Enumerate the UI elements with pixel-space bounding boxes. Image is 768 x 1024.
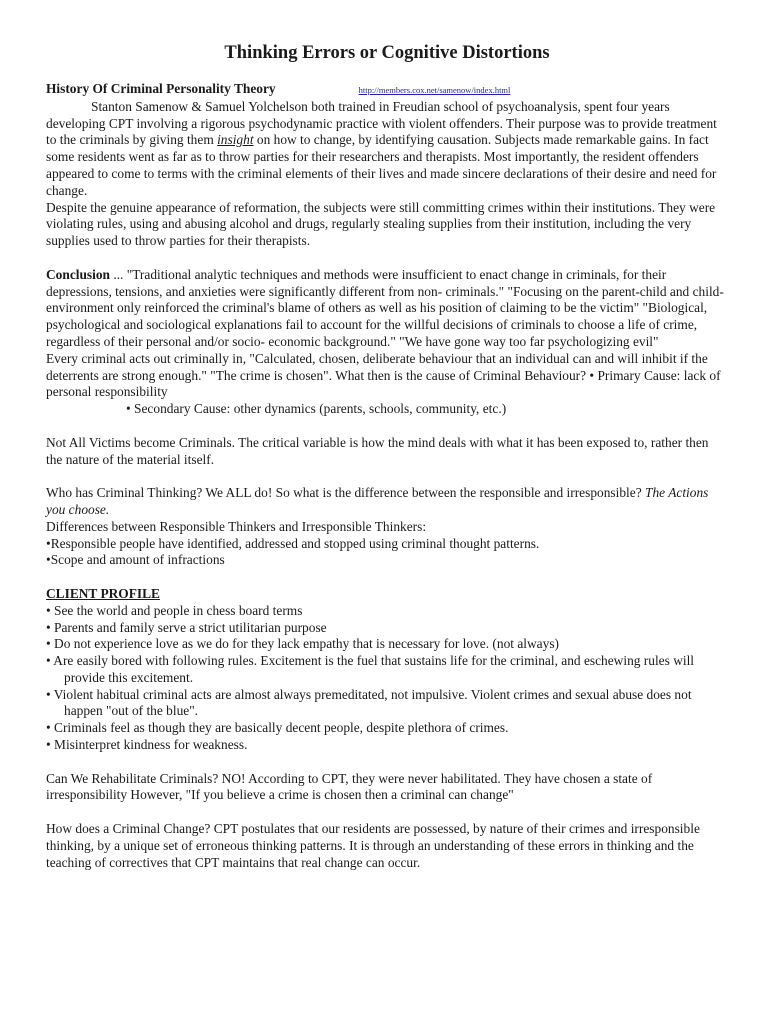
criminal-behaviour-paragraph: Every criminal acts out criminally in, "Calculated, chosen, deliberate behaviour that an individual can and will inhibit if the deterrents are strong enough." "The crime is chosen". What then is the cause of Criminal Behaviour? • Primary Cause: lack of personal responsibility [46, 350, 721, 400]
conclusion-paragraph [46, 267, 728, 351]
spacer [46, 569, 728, 586]
insight-emphasis: insight [217, 132, 254, 148]
history-text-after-insight: on how to change, by identifying causation. Subjects made remarkable gains. In fact some residents went as far as to throw parties for their researchers and therapists. Most importantly, the resident offenders appeared to come to terms with the criminal elements of their lives and made sincere declarations of their desire and need for change. [46, 132, 717, 198]
client-profile-item: • Are easily bored with following rules. Excitement is the fuel that sustains life for the criminal, and eschewing rules will provide this excitement. [46, 653, 695, 685]
victims-paragraph: Not All Victims become Criminals. The critical variable is how the mind deals with what it has been exposed to, rather then the nature of the material itself. [46, 434, 709, 467]
change-paragraph: How does a Criminal Change? CPT postulates that our residents are possessed, by nature of their crimes and irresponsible thinking, by a unique set of erroneous thinking patterns. It is through an understanding of these errors in thinking and the teaching of correctives that CPT maintains that real change can occur. [46, 821, 700, 870]
spacer [46, 250, 728, 267]
spacer [46, 468, 728, 485]
spacer [46, 754, 728, 771]
source-link[interactable]: http://members.cox.net/samenow/index.html [358, 85, 511, 95]
differences-bullet-2: •Scope and amount of infractions [46, 552, 225, 568]
client-profile-item: • See the world and people in chess board terms [46, 602, 303, 618]
spacer [46, 418, 728, 435]
client-profile-item: • Criminals feel as though they are basically decent people, despite plethora of crimes. [46, 720, 509, 736]
conclusion-label: Conclusion [46, 266, 110, 282]
history-paragraph-1 [46, 99, 728, 200]
secondary-cause: • Secondary Cause: other dynamics (parents, schools, community, etc.) [126, 401, 507, 417]
conclusion-ellipsis: ... [110, 266, 127, 282]
client-profile-item: • Misinterpret kindness for weakness. [46, 737, 248, 753]
document-title: Thinking Errors or Cognitive Distortions [224, 43, 550, 63]
client-profile-heading: CLIENT PROFILE [46, 585, 160, 601]
differences-bullet-1: •Responsible people have identified, addressed and stopped using criminal thought patterns. [46, 535, 540, 551]
conclusion-text: "Traditional analytic techniques and methods were insufficient to enact change in criminals, for their depressions, tensions, and anxieties were significantly different from non- criminals." "Focusing on the parent-child and child- environment only reinforced the criminal's blame of others as well as his position of claiming to be the victim" "Biological, psychological and sociological explanations fail to account for the willful decisions of criminals to choose a life of crime, regardless of their personal and/or socio- economic background." "We have gone way too far psychologizing evil" [46, 266, 724, 349]
differences-heading: Differences between Responsible Thinkers and Irresponsible Thinkers: [46, 518, 427, 534]
who-paragraph [46, 485, 728, 519]
client-profile-item: • Violent habitual criminal acts are almost always premeditated, not impulsive. Violent crimes and sexual abuse does not happen "out of the blue". [46, 686, 692, 719]
actions-emphasis: The Actions you choose. [46, 485, 709, 517]
history-paragraph-2: Despite the genuine appearance of reformation, the subjects were still committing crimes within their institutions. They were violating rules, using and abusing alcohol and drugs, regularly stealing supplies from their institution, including the very supplies used to throw parties for their therapists. [46, 199, 716, 249]
client-profile-item: • Do not experience love as we do for they lack empathy that is necessary for love. (not always) [46, 636, 559, 652]
client-profile-item: • Parents and family serve a strict utilitarian purpose [46, 619, 327, 635]
history-text-before-insight: Stanton Samenow & Samuel Yolchelson both trained in Freudian school of psychoanalysis, spent four years developing CPT involving a rigorous psychodynamic practice with violent offenders. Their purpose was to provide treatment to the criminals by giving them [46, 98, 717, 148]
who-text: Who has Criminal Thinking? We ALL do! So what is the difference between the responsible and irresponsible? [46, 485, 645, 501]
history-heading: History Of Criminal Personality Theory [46, 81, 276, 96]
history-heading-row [46, 81, 728, 99]
spacer [46, 804, 728, 821]
rehabilitate-paragraph: Can We Rehabilitate Criminals? NO! According to CPT, they were never habilitated. They have chosen a state of irresponsibility However, "If you believe a crime is chosen then a criminal can change" [46, 770, 653, 803]
